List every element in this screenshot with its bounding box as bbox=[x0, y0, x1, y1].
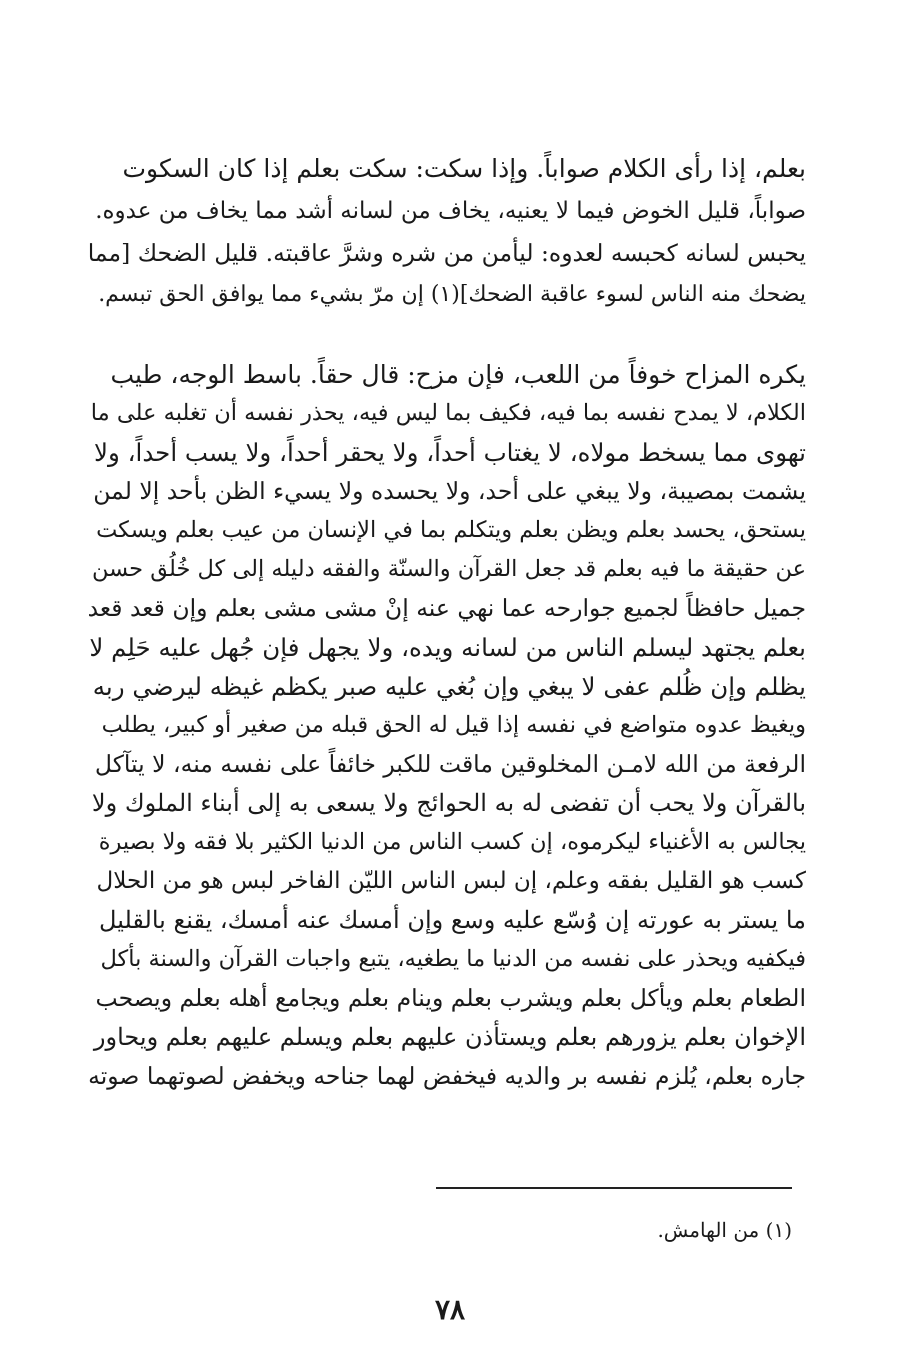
text-line: تهوى مما يسخط مولاه، لا يغتاب أحداً، ولا يحقر أحداً، ولا يسب أحداً، ولا bbox=[94, 438, 806, 467]
text-line: ويغيظ عدوه متواضع في نفسه إذا قيل له الحق قبله من صغير أو كبير، يطلب bbox=[101, 712, 806, 738]
text-line: الرفعة من الله لامـن المخلوقين ماقت للكبر خائفاً على نفسه منه، لا يتآكل bbox=[94, 750, 806, 778]
text-line: بعلم يجتهد ليسلم الناس من لسانه ويده، ولا يجهل فإن جُهل عليه حَلِم لا bbox=[89, 633, 806, 662]
text-line: ما يستر به عورته إن وُسّع عليه وسع وإن أمسك عنه أمسك، يقنع بالقليل bbox=[99, 906, 806, 934]
paragraph-1 bbox=[88, 148, 806, 316]
text-line: يكره المزاح خوفاً من اللعب، فإن مزح: قال حقاً. باسط الوجه، طيب bbox=[110, 360, 806, 389]
text-line: يظلم وإن ظُلم عفى لا يبغي وإن بُغي عليه صبر يكظم غيظه ليرضي ربه bbox=[92, 672, 806, 701]
text-line: الإخوان بعلم يزورهم بعلم ويستأذن عليهم بعلم ويسلم عليهم بعلم ويحاور bbox=[93, 1023, 806, 1051]
footnote: (١) من الهامش. bbox=[657, 1218, 792, 1242]
text-line: جاره بعلم، يُلزم نفسه بر والديه فيخفض لهما جناحه ويخفض لصوتهما صوته bbox=[88, 1062, 806, 1090]
text-line: يشمت بمصيبة، ولا يبغي على أحد، ولا يحسده ولا يسيء الظن بأحد إلا لمن bbox=[93, 477, 806, 505]
text-line: الطعام بعلم ويأكل بعلم ويشرب بعلم وينام بعلم ويجامع أهله بعلم ويصحب bbox=[95, 984, 806, 1012]
text-line: كسب هو القليل بفقه وعلم، إن لبس الناس الليّن الفاخر لبس هو من الحلال bbox=[96, 868, 806, 894]
paragraph-2 bbox=[88, 355, 806, 1096]
footnote-separator bbox=[436, 1187, 792, 1189]
text-line: يضحك منه الناس لسوء عاقبة الضحك](١) إن مرّ بشيء مما يوافق الحق تبسم. bbox=[98, 282, 806, 307]
text-line: يحبس لسانه كحبسه لعدوه: ليأمن من شره وشرَّ عاقبته. قليل الضحك [مما bbox=[88, 239, 806, 267]
text-line: فيكفيه ويحذر على نفسه من الدنيا ما يطغيه، يتبع واجبات القرآن والسنة بأكل bbox=[100, 946, 806, 972]
text-line: صواباً، قليل الخوض فيما لا يعنيه، يخاف من لسانه أشد مما يخاف من عدوه. bbox=[95, 198, 806, 224]
text-line: يستحق، يحسد بعلم ويظن بعلم ويتكلم بما في الإنسان من عيب بعلم ويسكت bbox=[96, 517, 806, 543]
text-line: جميل حافظاً لجميع جوارحه عما نهي عنه إنْ مشى مشى بعلم وإن قعد قعد bbox=[88, 594, 806, 622]
text-line: بعلم، إذا رأى الكلام صواباً. وإذا سكت: سكت بعلم إذا كان السكوت bbox=[122, 154, 806, 183]
text-line: يجالس به الأغنياء ليكرموه، إن كسب الناس من الدنيا الكثير بلا فقه ولا بصيرة bbox=[98, 829, 806, 855]
text-line: عن حقيقة ما فيه بعلم قد جعل القرآن والسنّة والفقه دليله إلى كل خُلُق حسن bbox=[91, 556, 806, 582]
page-number: ٧٨ bbox=[434, 1293, 466, 1326]
text-line: الكلام، لا يمدح نفسه بما فيه، فكيف بما ليس فيه، يحذر نفسه أن تغلبه على ما bbox=[90, 400, 806, 426]
text-line: بالقرآن ولا يحب أن تفضى له به الحوائج ولا يسعى به إلى أبناء الملوك ولا bbox=[91, 789, 806, 817]
